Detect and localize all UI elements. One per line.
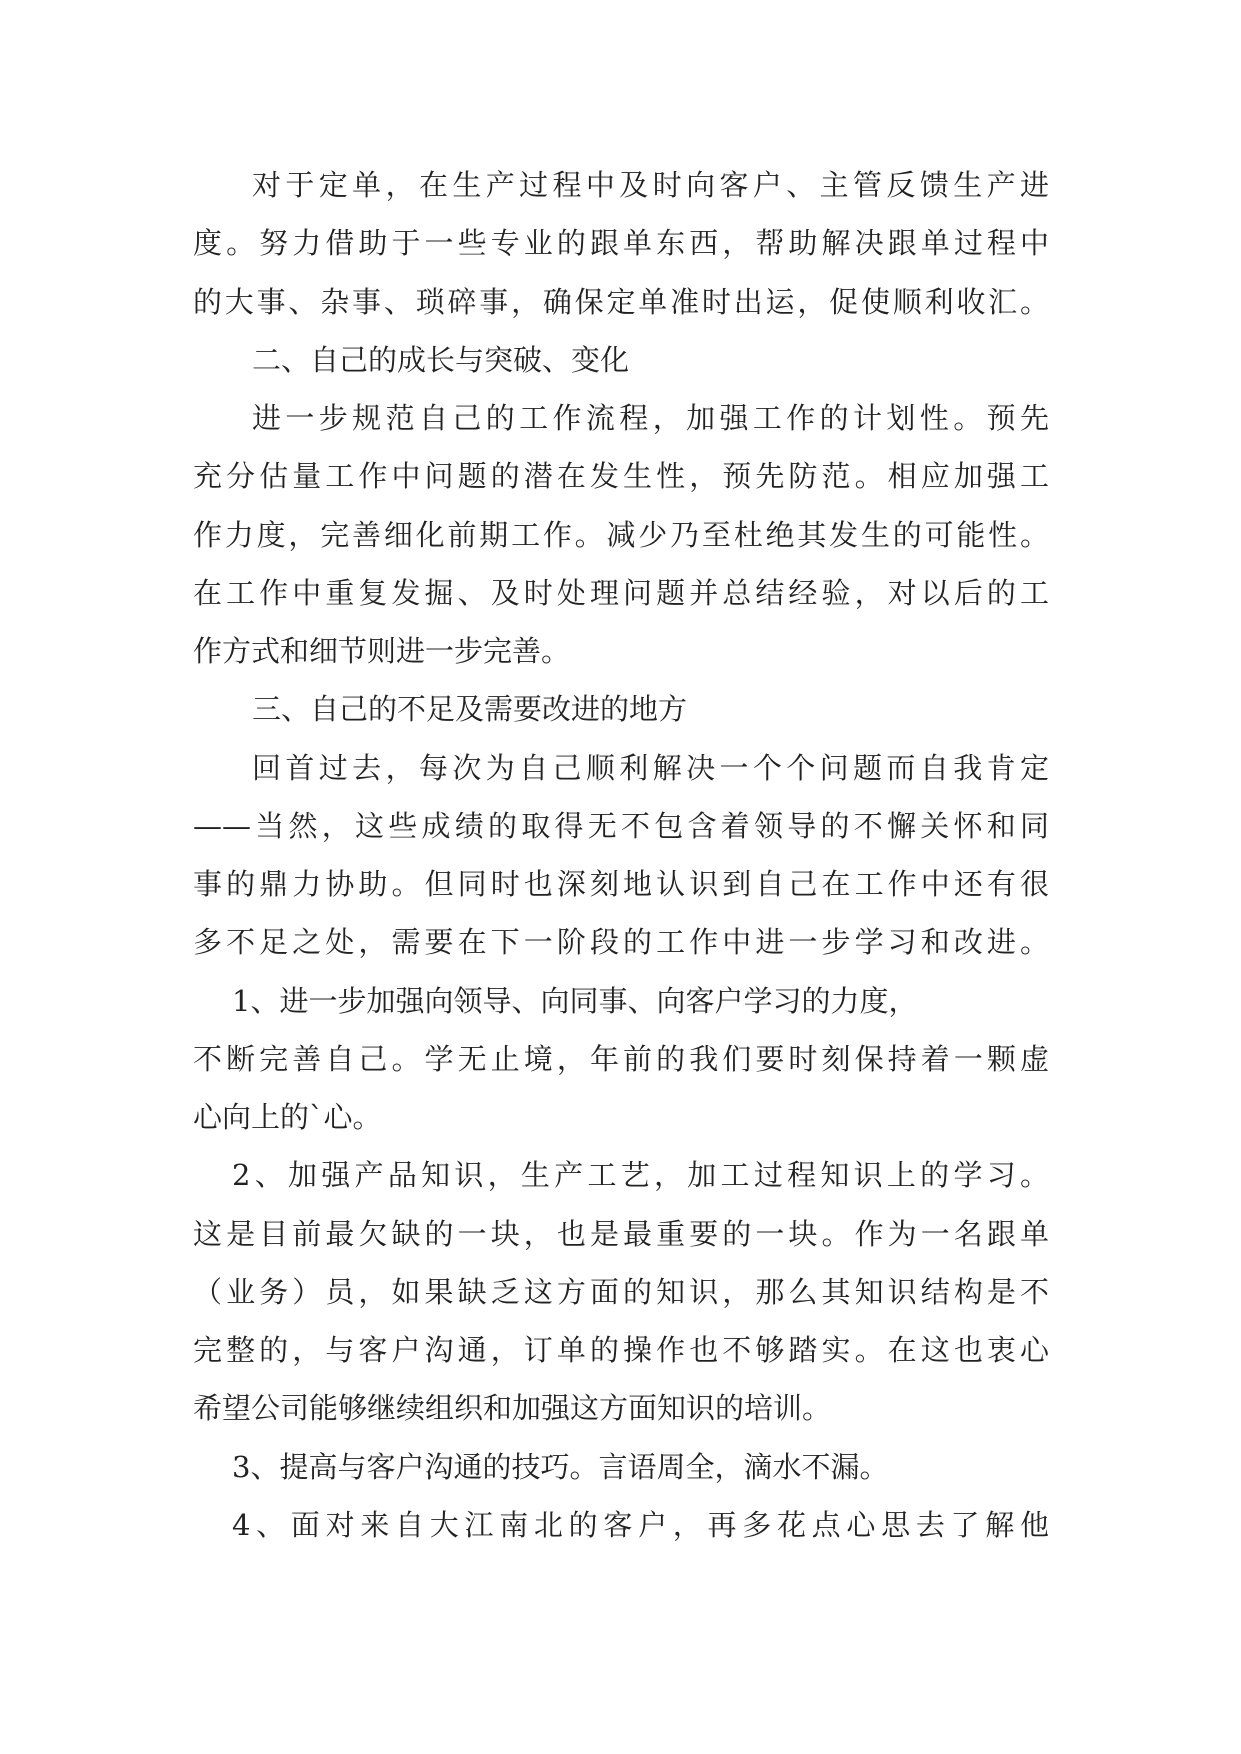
paragraph-line: 度。努力借助于一些专业的跟单东西，帮助解决跟单过程中	[193, 226, 1049, 261]
paragraph-line: ——当然，这些成绩的取得无不包含着领导的不懈关怀和同	[193, 808, 1049, 843]
list-item-line: 希望公司能够继续组织和加强这方面知识的培训。	[193, 1391, 832, 1426]
paragraph-line: 作方式和细节则进一步完善。	[193, 634, 571, 668]
list-item-line: 这是目前最欠缺的一块，也是最重要的一块。作为一名跟单	[193, 1216, 1049, 1251]
list-item-line: 2、加强产品知识，生产工艺，加工过程知识上的学习。	[232, 1158, 1049, 1193]
document-body	[193, 156, 1049, 1554]
heading-line: 三、自己的不足及需要改进的地方	[252, 692, 688, 727]
paragraph-line: 在工作中重复发掘、及时处理问题并总结经验，对以后的工	[193, 575, 1049, 610]
list-item-line: （业务）员，如果缺乏这方面的知识，那么其知识结构是不	[193, 1274, 1049, 1309]
list-item	[193, 1438, 1049, 1496]
list-item-line: 1、进一步加强向领导、向同事、向客户学习的力度，	[232, 983, 918, 1018]
paragraph-line: 作力度，完善细化前期工作。减少乃至杜绝其发生的可能性。	[193, 517, 1049, 552]
paragraph	[193, 156, 1049, 331]
list-item-line: 3、提高与客户沟通的技巧。言语周全，滴水不漏。	[232, 1449, 889, 1484]
paragraph-line: 回首过去，每次为自己顺利解决一个个问题而自我肯定	[252, 750, 1049, 785]
list-item	[193, 972, 1049, 1147]
paragraph	[193, 739, 1049, 972]
section-heading	[193, 331, 1049, 389]
list-item	[193, 1496, 1049, 1554]
paragraph	[193, 389, 1049, 680]
list-item-line: 4、面对来自大江南北的客户，再多花点心思去了解他	[232, 1507, 1049, 1542]
paragraph-line: 对于定单，在生产过程中及时向客户、主管反馈生产进	[252, 168, 1049, 202]
heading-line: 二、自己的成长与突破、变化	[252, 342, 630, 377]
paragraph-line: 的大事、杂事、琐碎事，确保定单准时出运，促使顺利收汇。	[193, 284, 1049, 319]
section-heading	[193, 680, 1049, 738]
list-item-line: 完整的，与客户沟通，订单的操作也不够踏实。在这也衷心	[193, 1333, 1049, 1367]
list-item	[193, 1146, 1049, 1437]
paragraph-line: 充分估量工作中问题的潜在发生性，预先防范。相应加强工	[193, 459, 1049, 494]
list-item-line: 不断完善自己。学无止境，年前的我们要时刻保持着一颗虚	[193, 1041, 1049, 1076]
paragraph-line: 多不足之处，需要在下一阶段的工作中进一步学习和改进。	[193, 925, 1049, 960]
paragraph-line: 事的鼎力协助。但同时也深刻地认识到自己在工作中还有很	[193, 867, 1049, 901]
list-item-line: 心向上的`心。	[193, 1100, 382, 1134]
paragraph-line: 进一步规范自己的工作流程，加强工作的计划性。预先	[252, 401, 1049, 435]
